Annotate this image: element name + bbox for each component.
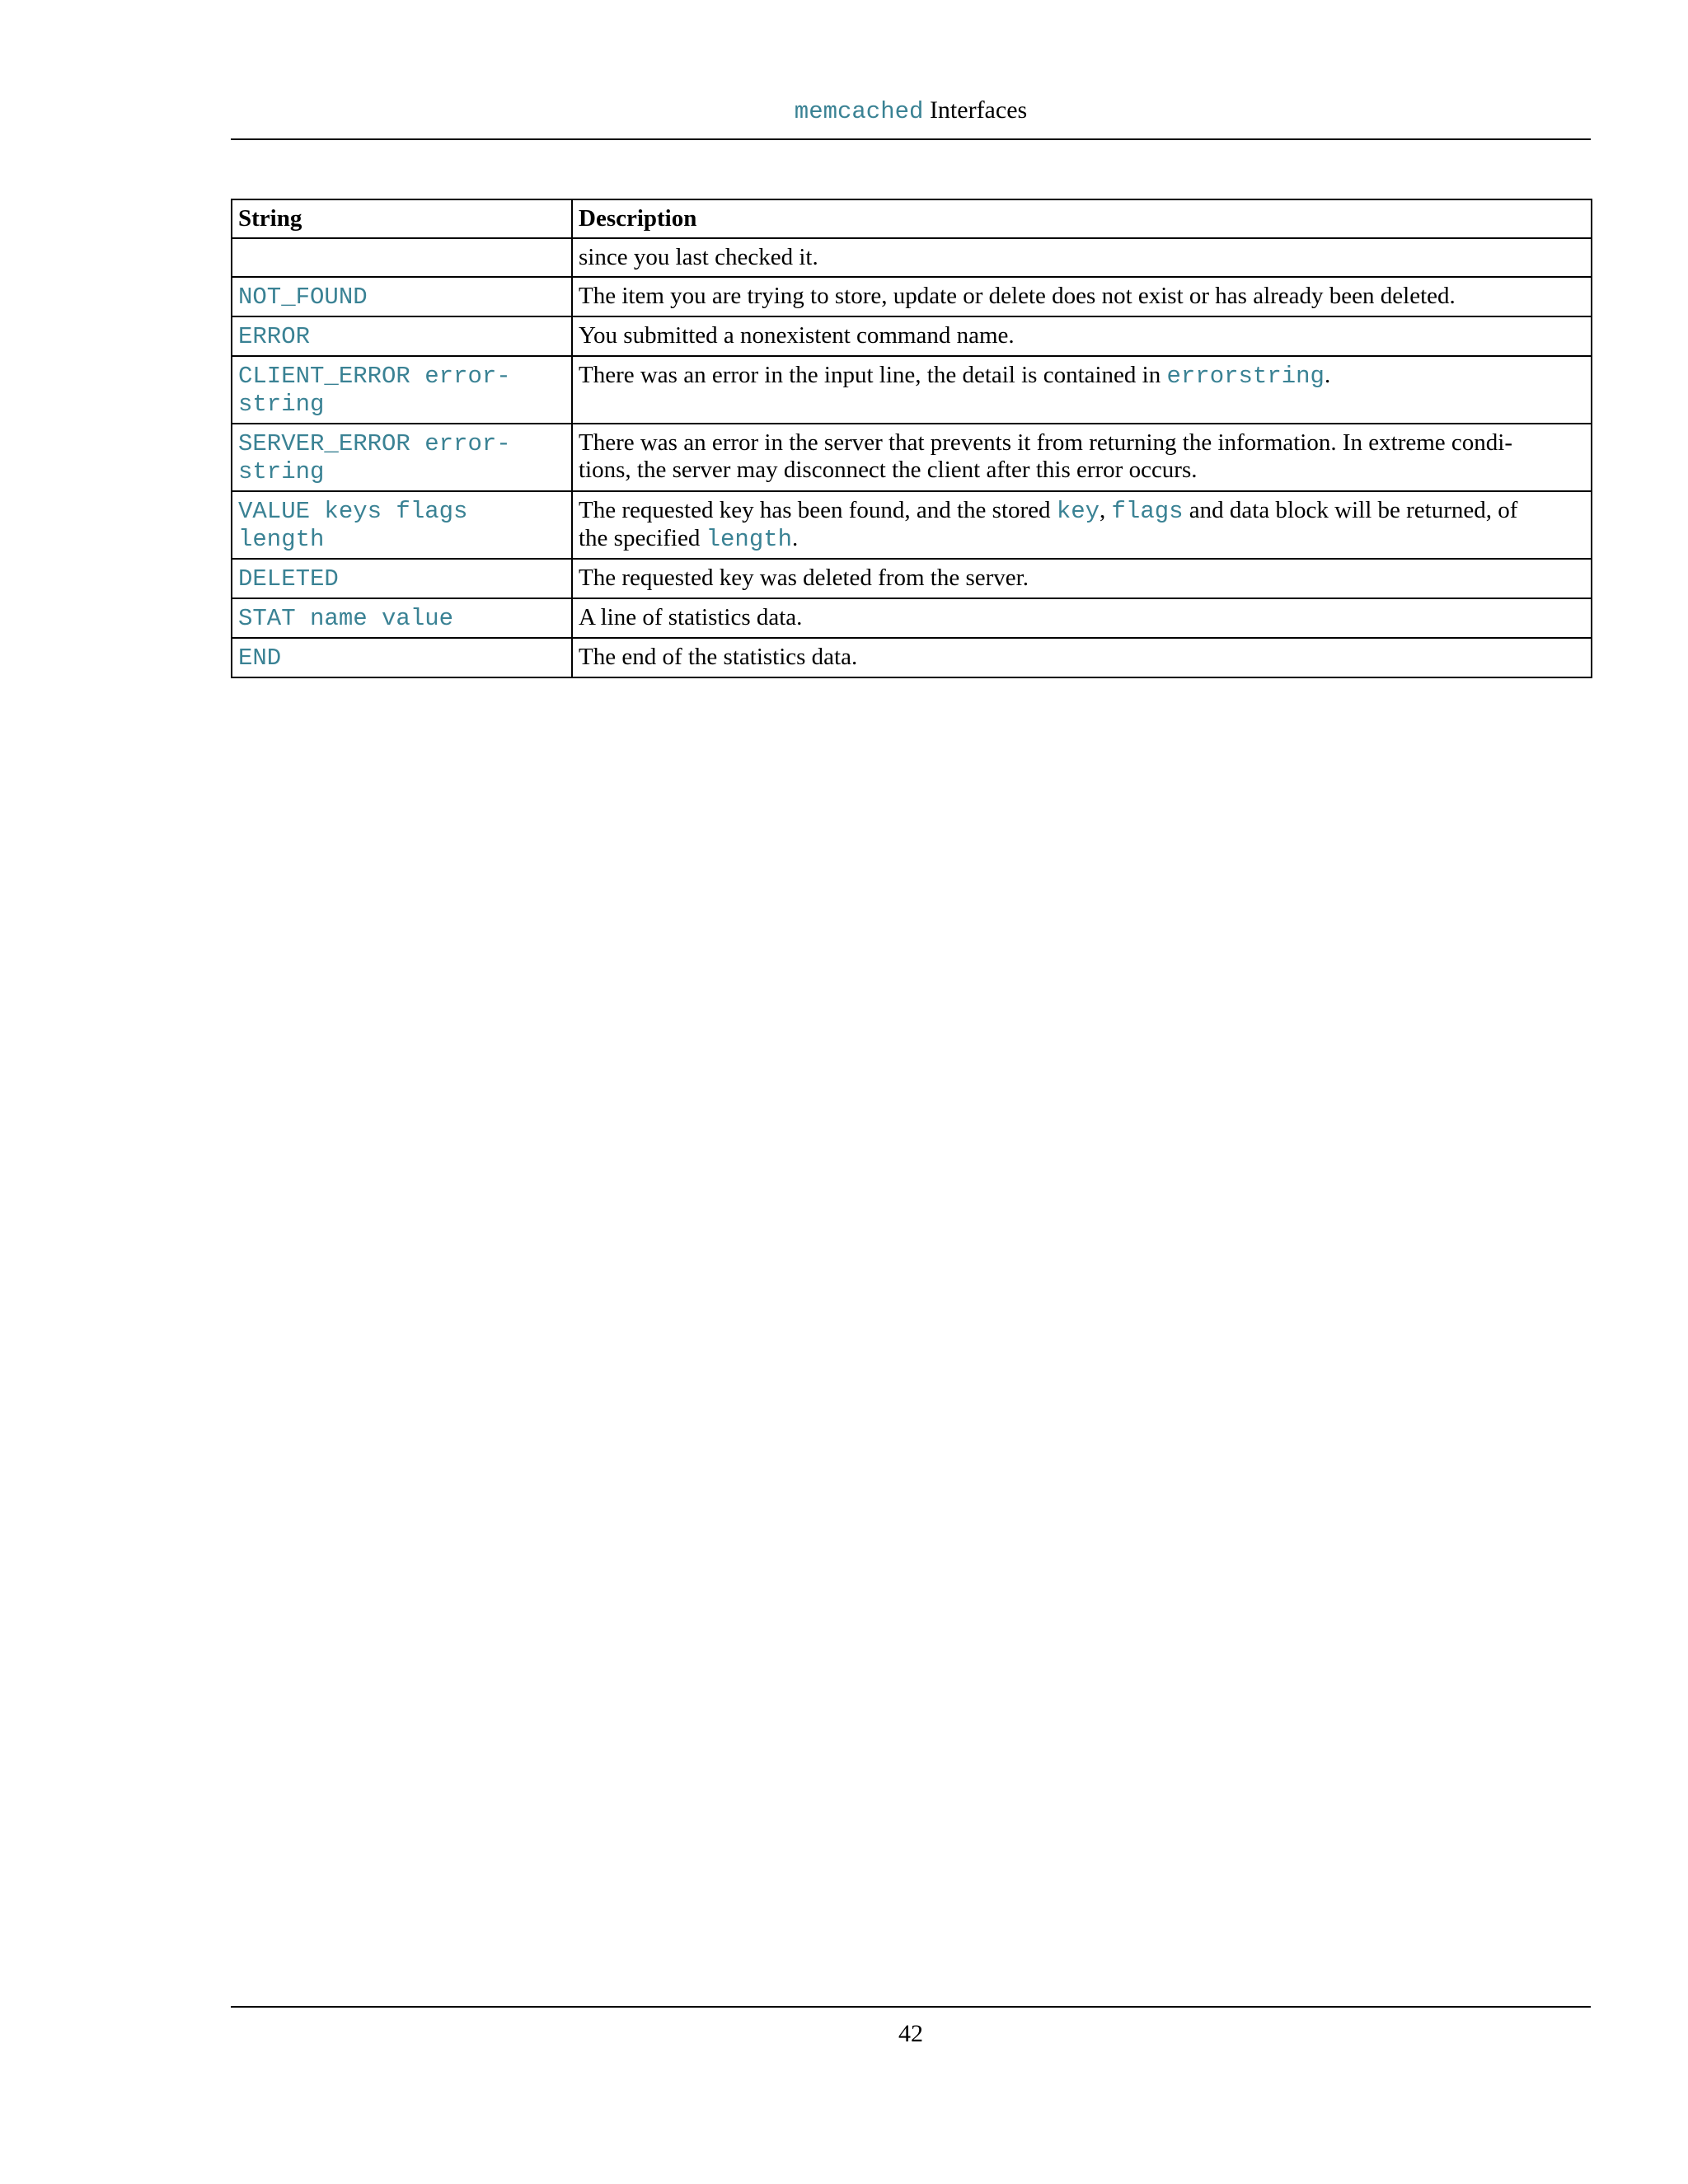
description-text: You submitted a nonexistent command name. — [579, 322, 1015, 349]
cell-description — [572, 598, 1592, 638]
cell-string — [232, 559, 572, 598]
response-string-code: STAT name value — [238, 605, 454, 632]
description-text: . — [1324, 362, 1331, 388]
response-string-code: CLIENT_ERROR error- string — [238, 363, 511, 418]
cell-description — [572, 491, 1592, 559]
cell-string — [232, 356, 572, 424]
response-string-code: NOT_FOUND — [238, 284, 368, 311]
table-row — [232, 491, 1592, 559]
column-header-string: String — [232, 199, 572, 238]
description-text: , — [1100, 497, 1112, 523]
table-row — [232, 638, 1592, 677]
inline-code: key — [1056, 498, 1100, 525]
cell-description — [572, 424, 1592, 491]
table-row — [232, 316, 1592, 356]
cell-string — [232, 277, 572, 316]
page-footer — [231, 2006, 1591, 2052]
cell-description — [572, 559, 1592, 598]
cell-description — [572, 356, 1592, 424]
description-text: There was an error in the server that prevents it from returning the information. In extreme condi- tions, the server may disconnect the client after this error occurs. — [579, 429, 1512, 483]
response-string-code: DELETED — [238, 565, 339, 593]
description-text: and data block will be returned, of the specified — [579, 497, 1518, 551]
cell-string — [232, 424, 572, 491]
description-text: The requested key was deleted from the server. — [579, 565, 1029, 591]
page-header — [231, 92, 1591, 140]
cell-string — [232, 491, 572, 559]
table-row — [232, 424, 1592, 491]
cell-string — [232, 238, 572, 277]
cell-description — [572, 277, 1592, 316]
cell-string — [232, 316, 572, 356]
page-number: 42 — [898, 2020, 923, 2047]
header-code: memcached — [794, 98, 924, 125]
description-text: There was an error in the input line, the detail is contained in — [579, 362, 1167, 388]
inline-code: errorstring — [1166, 363, 1325, 390]
table-row — [232, 356, 1592, 424]
inline-code: flags — [1111, 498, 1184, 525]
response-string-code: END — [238, 644, 282, 672]
description-text: The item you are trying to store, update or delete does not exist or has already been deleted. — [579, 283, 1456, 309]
inline-code: length — [706, 526, 793, 553]
description-text: since you last checked it. — [579, 244, 818, 270]
description-text: The requested key has been found, and the stored — [579, 497, 1057, 523]
table-row — [232, 238, 1592, 277]
description-text: . — [792, 525, 799, 551]
cell-string — [232, 638, 572, 677]
response-string-code: VALUE keys flags length — [238, 498, 468, 553]
cell-description — [572, 316, 1592, 356]
description-text: A line of statistics data. — [579, 604, 803, 630]
description-text: The end of the statistics data. — [579, 644, 858, 670]
response-string-code: ERROR — [238, 323, 311, 350]
cell-string — [232, 598, 572, 638]
cell-description — [572, 638, 1592, 677]
table-header-row — [232, 199, 1592, 238]
response-string-code: SERVER_ERROR error- string — [238, 430, 511, 485]
table-row — [232, 598, 1592, 638]
header-title: Interfaces — [923, 96, 1028, 124]
cell-description — [572, 238, 1592, 277]
table-body — [232, 238, 1592, 677]
table-row — [232, 559, 1592, 598]
table-row — [232, 277, 1592, 316]
response-strings-table — [231, 199, 1592, 678]
column-header-description: Description — [572, 199, 1592, 238]
